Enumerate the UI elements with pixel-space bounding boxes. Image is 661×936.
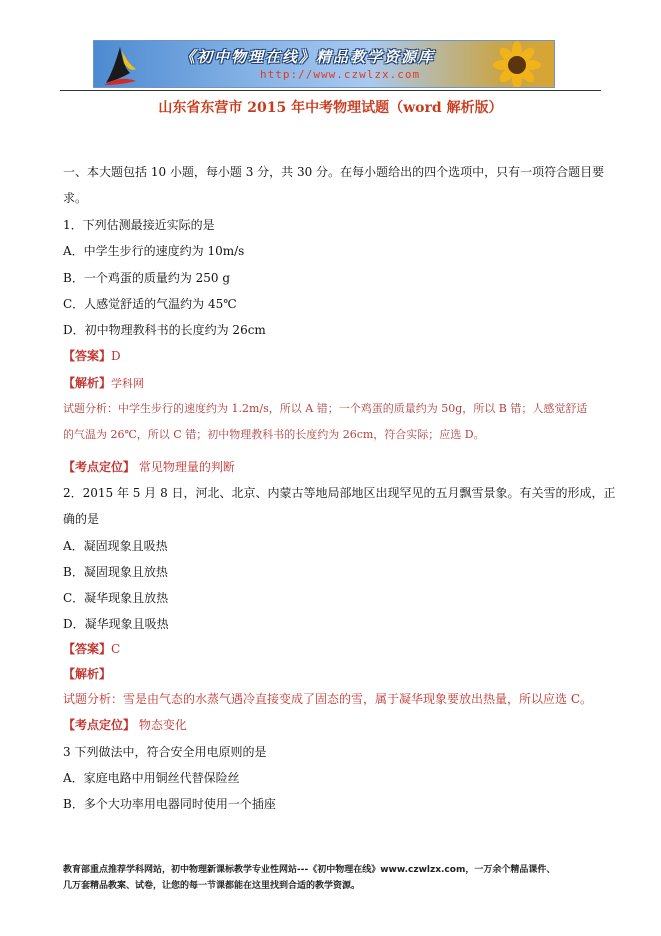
q1-analysis-tag: 【解析】 [63,376,112,390]
q2-option-d: D．凝华现象且吸热 [63,617,169,631]
q1-answer-tag: 【答案】 [63,349,112,363]
banner-url[interactable]: http://www.czwlzx.com [260,68,421,81]
q2-analysis-line-1: 试题分析：雪是由气态的水蒸气遇冷直接变成了固态的雪，属于凝华现象要放出热量，所以应选 C。 [63,692,592,706]
header-divider [60,90,601,91]
q2-knowledge-point [63,717,187,733]
q2-point-tag: 【考点定位】 [63,718,136,732]
q3-stem: 3 下列做法中，符合安全用电原则的是 [63,745,267,759]
q1-option-c: C．人感觉舒适的气温约为 45℃ [63,297,237,311]
q2-answer-tag: 【答案】 [63,642,112,656]
q3-option-b: B．多个大功率用电器同时使用一个插座 [63,797,276,811]
q2-stem-line-1: 2．2015 年 5 月 8 日，河北、北京、内蒙古等地局部地区出现罕见的五月飘雪景象。有关雪的形成，正 [63,486,616,500]
q1-stem: 1．下列估测最接近实际的是 [63,218,215,232]
q1-answer [63,348,121,364]
page-title: 山东省东营市 2015 年中考物理试题（word 解析版） [158,100,503,116]
q2-option-a: A．凝固现象且吸热 [63,539,168,553]
q2-point-value: 物态变化 [138,718,187,732]
site-logo-icon [100,43,140,87]
q1-analysis-source: 学科网 [111,377,145,390]
banner-title: 《初中物理在线》精品教学资源库 [180,48,436,66]
q2-analysis-heading [63,666,111,682]
q1-option-d: D．初中物理教科书的长度约为 26cm [63,323,266,337]
q1-analysis-heading [63,375,144,392]
q1-answer-value: D [111,349,121,363]
header-banner[interactable] [93,40,555,88]
q2-option-b: B．凝固现象且放热 [63,565,168,579]
q1-option-b: B．一个鸡蛋的质量约为 250 g [63,271,231,285]
q1-analysis-line-2: 的气温为 26℃，所以 C 错；初中物理教科书的长度约为 26cm，符合实际；应选 D。 [63,428,485,441]
footer-line-1: 教育部重点推荐学科网站，初中物理新课标教学专业性网站---《初中物理在线》www.czwlzx.com，一万余个精品课件、 [63,865,556,875]
page-footer [63,862,603,894]
q2-stem-line-2: 确的是 [63,512,100,526]
q1-knowledge-point [63,459,235,475]
q2-answer [63,641,120,657]
q1-analysis-line-1: 试题分析：中学生步行的速度约为 1.2m/s，所以 A 错；一个鸡蛋的质量约为 50g，所以 B 错；人感觉舒适 [63,402,588,415]
q3-option-a: A．家庭电路中用铜丝代替保险丝 [63,771,240,785]
footer-line-2: 几万套精品教案、试卷，让您的每一节课都能在这里找到合适的教学资源。 [63,881,361,891]
q2-analysis-tag: 【解析】 [63,667,112,681]
q2-answer-value: C [111,642,121,656]
sunflower-icon [482,41,552,88]
q1-point-tag: 【考点定位】 [63,460,136,474]
q1-point-value: 常见物理量的判断 [138,460,235,474]
section-intro-line-1: 一、本大题包括 10 小题，每小题 3 分，共 30 分。在每小题给出的四个选项中，只有一项符合题目要 [63,165,605,179]
q1-option-a: A．中学生步行的速度约为 10m/s [63,244,245,258]
section-intro-line-2: 求。 [63,191,88,205]
q2-option-c: C．凝华现象且放热 [63,591,169,605]
